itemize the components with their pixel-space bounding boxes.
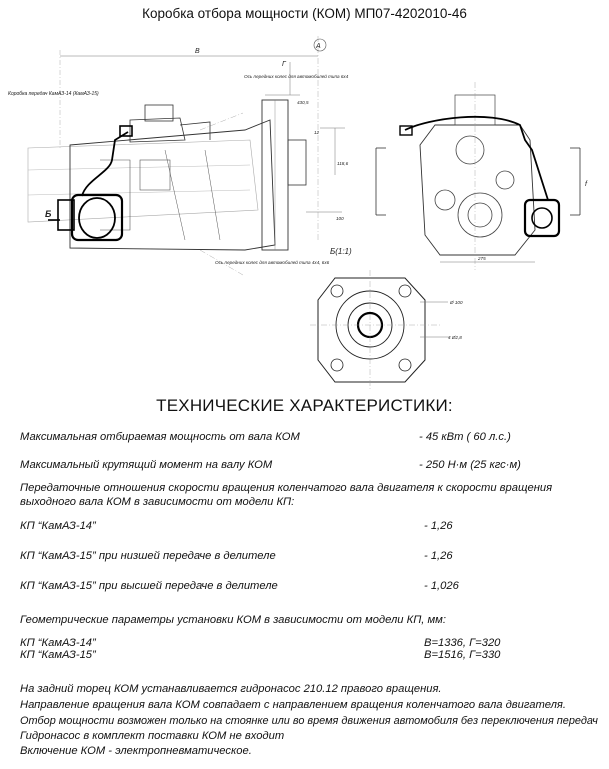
- kp14-ratio-value: - 1,26: [424, 520, 453, 532]
- dim-holes-label: 4 Ø2,8: [448, 335, 462, 340]
- max-torque-label: Максимальный крутящий момент на валу КОМ: [20, 459, 273, 471]
- geom-kp14-label: КП “КамАЗ-14”: [20, 637, 96, 649]
- kp15-low-ratio-label: КП “КамАЗ-15” при низшей передаче в делителе: [20, 550, 276, 562]
- b-arrow-label: Б: [45, 209, 52, 219]
- note-5: Включение КОМ - электропневматическое.: [20, 745, 252, 757]
- ratio-intro-line-1: Передаточные отношения скорости вращения коленчатого вала двигателя к скорости вращения: [20, 482, 553, 494]
- note-4: Гидронасос в комплект поставки КОМ не входит: [20, 730, 285, 742]
- dim-g-label: Г: [282, 61, 286, 68]
- kp15-low-ratio-value: - 1,26: [424, 550, 453, 562]
- geom-kp15-label: КП “КамАЗ-15”: [20, 649, 96, 661]
- view-b-label: Б(1:1): [330, 247, 352, 256]
- dim-275-label: 275: [478, 256, 486, 261]
- note-3: Отбор мощности возможен только на стоянке или во время движения автомобиля без переключения передач: [20, 715, 598, 727]
- dim-430-label: 430,5: [297, 100, 309, 105]
- dim-100-label: 100: [336, 216, 344, 221]
- max-power-label: Максимальная отбираемая мощность от вала КОМ: [20, 431, 300, 443]
- specs-heading: ТЕХНИЧЕСКИЕ ХАРАКТЕРИСТИКИ:: [156, 396, 453, 415]
- dim-a-label: А: [316, 43, 321, 50]
- dim-v-label: В: [195, 48, 200, 55]
- dim-f-label: f: [585, 181, 587, 188]
- dim-12-label: 12: [314, 130, 320, 135]
- dim-1186-label: 118,6: [337, 161, 349, 166]
- kp15-high-ratio-label: КП “КамАЗ-15” при высшей передаче в делителе: [20, 580, 278, 592]
- geometry-intro: Геометрические параметры установки КОМ в зависимости от модели КП, мм:: [20, 614, 446, 626]
- axis-label-bottom: Ось передних колес для автомобилей типа 4х4, 6х6: [215, 260, 330, 265]
- axis-label-top: Ось передних колес для автомобилей типа 6х4: [244, 74, 349, 79]
- geom-kp14-value: В=1336, Г=320: [424, 637, 501, 649]
- note-2: Направление вращения вала КОМ совпадает с направлением вращения коленчатого вала двигателя.: [20, 699, 567, 711]
- ratio-intro-line-2: выходного вала КОМ в зависимости от модели КП:: [20, 496, 295, 508]
- gearbox-label: Коробка передач КамАЗ-14 (КамАЗ-15): [8, 91, 99, 97]
- geom-kp15-value: В=1516, Г=330: [424, 649, 501, 661]
- kp14-ratio-label: КП “КамАЗ-14”: [20, 520, 96, 532]
- kp15-high-ratio-value: - 1,026: [424, 580, 459, 592]
- note-1: На задний торец КОМ устанавливается гидронасос 210.12 правого вращения.: [20, 683, 442, 695]
- max-power-value: - 45 кВт ( 60 л.с.): [419, 431, 511, 443]
- dim-f100-label: Ø 100: [450, 300, 463, 305]
- document-title: Коробка отбора мощности (КОМ) МП07-4202010-46: [142, 6, 467, 21]
- max-torque-value: - 250 Н·м (25 кгс·м): [419, 459, 521, 471]
